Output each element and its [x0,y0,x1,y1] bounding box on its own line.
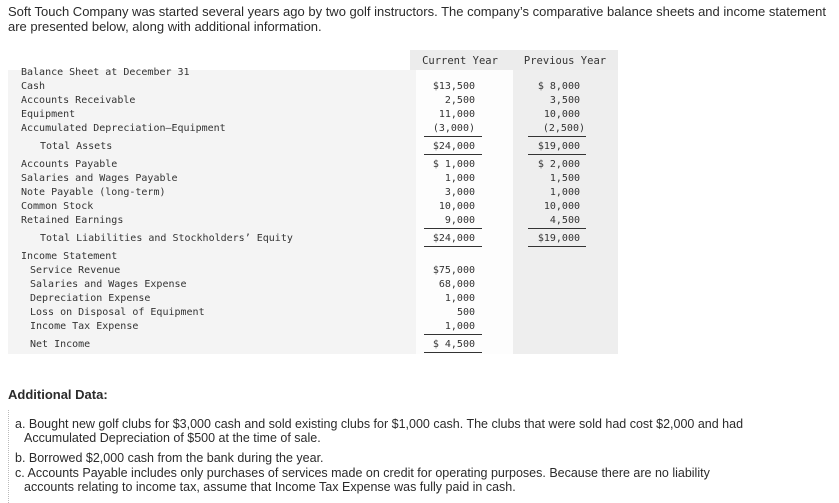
row-current: 9,000 [444,215,475,226]
row-previous: 10,000 [543,201,580,212]
row-previous: 10,000 [543,109,580,120]
total-liabilities-current: $24,000 [432,233,475,244]
row-current: 2,500 [444,95,475,106]
row-current: 1,000 [444,321,475,332]
total-assets-current: $24,000 [432,141,475,152]
total-rule [424,352,482,353]
row-label: Depreciation Expense [30,293,151,304]
subtotal-rule [528,136,586,137]
total-rule [424,154,482,155]
additional-data-title: Additional Data: [8,387,108,402]
subtotal-rule [528,228,586,229]
row-current: (3,000) [432,123,475,134]
additional-data-list [8,410,839,503]
row-label: Accumulated Depreciation–Equipment [21,123,226,134]
section-income-statement: Income Statement [21,251,118,262]
row-current: $13,500 [432,81,475,92]
item-b: b. Borrowed $2,000 cash from the bank during the year. [15,451,324,465]
list-item [15,451,324,465]
row-current: 1,000 [444,173,475,184]
row-label: Income Tax Expense [30,321,139,332]
row-current: 3,000 [444,187,475,198]
item-c-line2: accounts relating to income tax, assume that Income Tax Expense was fully paid in cash. [24,480,516,494]
row-label: Retained Earnings [21,215,124,226]
row-previous: 1,000 [549,187,580,198]
total-liabilities-previous: $19,000 [537,233,580,244]
row-previous: $ 8,000 [537,81,580,92]
row-label: Note Payable (long-term) [21,187,166,198]
row-current: 1,000 [444,293,475,304]
total-liabilities-label: Total Liabilities and Stockholders’ Equity [40,233,293,244]
row-label: Cash [21,81,46,92]
row-label: Accounts Payable [21,159,118,170]
row-current: $ 1,000 [432,159,475,170]
header-previous-year: Previous Year [523,55,607,67]
row-current: 500 [456,307,475,318]
row-label: Salaries and Wages Payable [21,173,178,184]
total-rule [528,154,586,155]
row-current: $75,000 [432,265,475,276]
row-label: Equipment [21,109,76,120]
subtotal-rule [424,334,482,335]
total-assets-previous: $19,000 [537,141,580,152]
net-income-current: $ 4,500 [432,339,475,350]
item-a-line1: a. Bought new golf clubs for $3,000 cash and sold existing clubs for $1,000 cash. The clubs that were sold had cost $2,000 and had [15,417,744,431]
list-item [15,417,743,445]
item-c-line1: c. Accounts Payable includes only purchases of services made on credit for operating purposes. Because there are no liability [15,466,710,480]
row-previous: 3,500 [549,95,580,106]
total-rule [424,246,482,247]
row-label: Salaries and Wages Expense [30,279,187,290]
row-previous: 4,500 [549,215,580,226]
row-label: Loss on Disposal of Equipment [30,307,205,318]
row-current: 11,000 [438,109,475,120]
intro-paragraph: Soft Touch Company was started several years ago by two golf instructors. The company’s comparative balance sheets and income statement are presented below, along with additional information. [8,4,826,34]
row-previous: 1,500 [549,173,580,184]
list-item [15,466,710,494]
row-current: 10,000 [438,201,475,212]
header-current-year: Current Year [422,55,498,67]
row-label: Common Stock [21,201,94,212]
row-label: Service Revenue [30,265,121,276]
row-previous: (2,500) [542,123,585,134]
row-label: Accounts Receivable [21,95,136,106]
financial-statements-table [8,48,618,354]
row-previous: $ 2,000 [537,159,580,170]
total-rule [528,246,586,247]
section-balance-sheet: Balance Sheet at December 31 [21,67,190,78]
subtotal-rule [424,136,482,137]
subtotal-rule [424,228,482,229]
total-assets-label: Total Assets [40,141,113,152]
item-a-line2: Accumulated Depreciation of $500 at the time of sale. [24,431,321,445]
row-current: 68,000 [438,279,475,290]
net-income-label: Net Income [30,339,91,350]
